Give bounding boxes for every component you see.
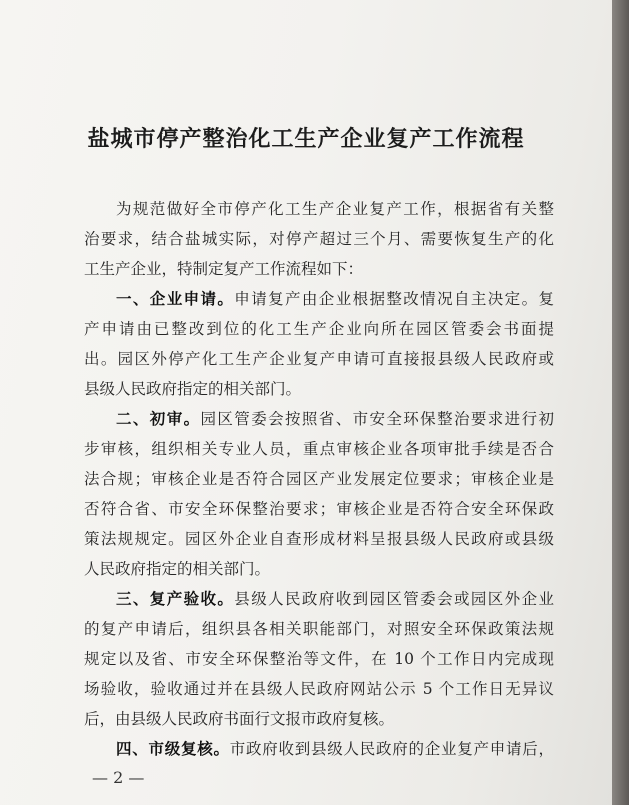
section2-first-line	[116, 409, 554, 429]
intro-line-2: 治要求，结合盐城实际，对停产超过三个月、需要恢复生产的化	[84, 230, 554, 248]
section2-line-6: 人民政府指定的相关部门。	[84, 560, 271, 578]
intro-line-3: 工生产企业，特制定复产工作流程如下：	[84, 260, 364, 278]
section4-heading: 四、市级复核。	[116, 739, 230, 758]
section3-line-5: 后，由县级人民政府书面行文报市政府复核。	[84, 710, 395, 728]
section2-line-1: 园区管委会按照省、市安全环保整治要求进行初	[200, 410, 554, 428]
section2-heading: 二、初审。	[116, 409, 201, 428]
section2-line-3: 法合规；审核企业是否符合园区产业发展定位要求；审核企业是	[84, 470, 554, 488]
section1-first-line	[116, 289, 554, 309]
page-edge-shadow	[612, 0, 629, 805]
section1-line-1: 申请复产由企业根据整改情况自主决定。复	[234, 290, 554, 308]
section1-line-2: 产申请由已整改到位的化工生产企业向所在园区管委会书面提	[84, 320, 554, 338]
section1-line-3: 出。园区外停产化工生产企业复产申请可直接报县级人民政府或	[84, 350, 554, 368]
section3-line-2: 的复产申请后，组织县各相关职能部门，对照安全环保政策法规	[84, 620, 554, 638]
section1-line-4: 县级人民政府指定的相关部门。	[84, 380, 302, 398]
section2-line-5: 策法规规定。园区外企业自查形成材料呈报县级人民政府或县级	[84, 530, 554, 548]
section3-line-4: 场验收，验收通过并在县级人民政府网站公示 5 个工作日无异议	[84, 680, 554, 698]
section2-line-4: 否符合省、市安全环保整治要求；审核企业是否符合安全环保政	[84, 500, 554, 518]
section4-first-line	[116, 739, 554, 759]
section3-line-1: 县级人民政府收到园区管委会或园区外企业	[234, 590, 554, 608]
section3-line-3: 规定以及省、市安全环保整治等文件，在 10 个工作日内完成现	[84, 650, 554, 668]
intro-line-1: 为规范做好全市停产化工生产企业复产工作，根据省有关整	[116, 200, 554, 218]
section2-line-2: 步审核，组织相关专业人员，重点审核企业各项审批手续是否合	[84, 440, 554, 458]
section4-line-1: 市政府收到县级人民政府的企业复产申请后，	[229, 740, 554, 758]
section3-first-line	[116, 589, 554, 609]
page-number: — 2 —	[92, 768, 145, 787]
section1-heading: 一、企业申请。	[116, 289, 235, 308]
document-title: 盐城市停产整治化工生产企业复产工作流程	[87, 126, 525, 152]
section3-heading: 三、复产验收。	[116, 589, 235, 608]
